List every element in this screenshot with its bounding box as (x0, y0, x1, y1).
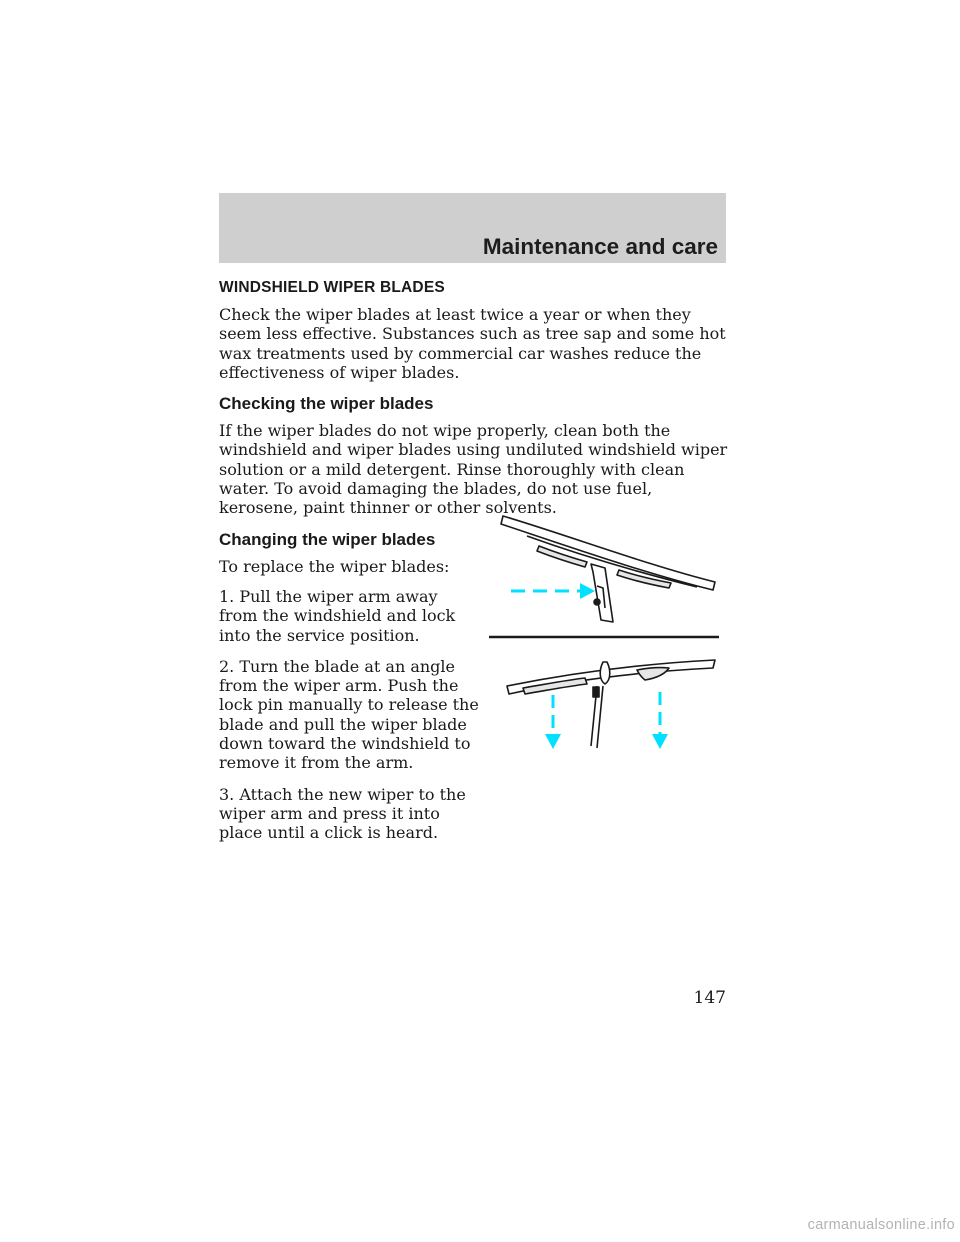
windshield-wiper-intro: Check the wiper blades at least twice a year or when they seem less effective. Substances such as tree sap and some hot wax treatments used by commercial car washes reduce the effectiveness of wiper blades. (219, 305, 726, 382)
section-title: Maintenance and care (482, 234, 718, 259)
changing-intro: To replace the wiper blades: (219, 556, 450, 576)
dashed-arrow-down-left (545, 695, 561, 749)
watermark: carmanualsonline.info (807, 1217, 955, 1233)
step-1: 1. Pull the wiper arm away from the windshield and lock into the service position. (219, 586, 456, 645)
dashed-arrow-right (511, 583, 595, 599)
step-2: 2. Turn the blade at an angle from the wiper arm. Push the lock pin manually to release the blade and pull the wiper blade down toward the windshield to remove it from the arm. (219, 656, 479, 773)
windshield-wiper-heading: WINDSHIELD WIPER BLADES (219, 279, 445, 296)
dashed-arrow-down-right (652, 692, 668, 749)
wiper-blade-illustration (487, 510, 722, 755)
checking-body: If the wiper blades do not wipe properly, clean both the windshield and wiper blades using undiluted windshield wiper solution or a mild detergent. Rinse thoroughly with clean water. To avoid damaging the blades, do not use fuel, kerosene, paint thinner or other solvents. (219, 421, 728, 518)
checking-heading: Checking the wiper blades (219, 394, 434, 414)
wiper-install-diagram (507, 660, 715, 748)
step-3: 3. Attach the new wiper to the wiper arm and press it into place until a click is heard. (219, 784, 466, 843)
section-header-band (219, 193, 726, 263)
page-number: 147 (693, 988, 726, 1008)
changing-heading: Changing the wiper blades (219, 529, 436, 549)
wiper-removal-diagram (501, 516, 715, 622)
